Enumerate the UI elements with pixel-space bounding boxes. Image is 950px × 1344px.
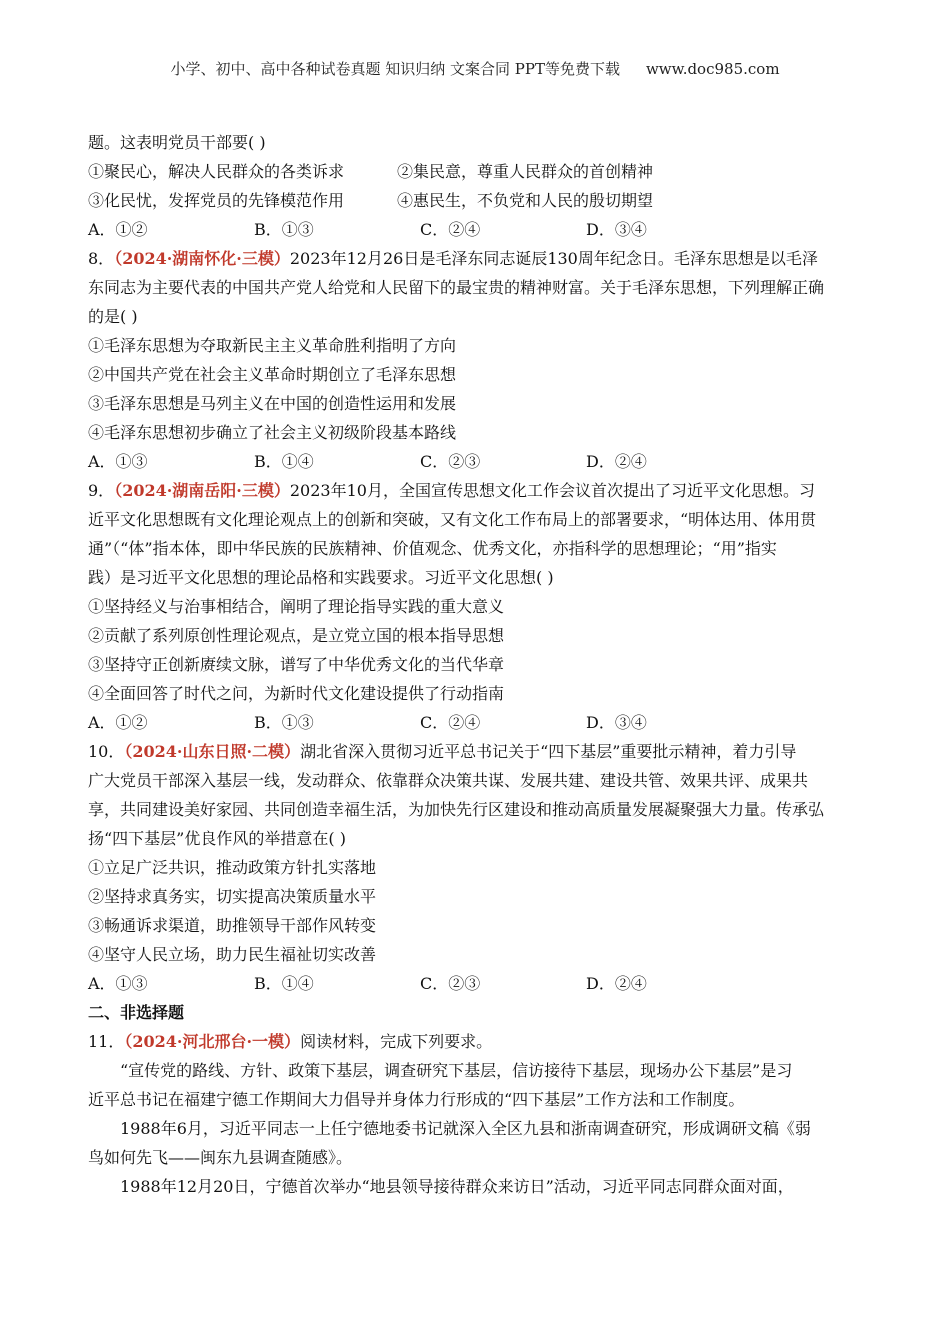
option-row (88, 186, 868, 215)
stem-line: 湖北省深入贯彻习近平总书记关于“四下基层”重要批示精神，着力引导 (300, 742, 797, 761)
material-line: “宣传党的路线、方针、政策下基层，调查研究下基层，信访接待下基层，现场办公下基层”是习 (120, 1061, 793, 1080)
option: ④毛泽东思想初步确立了社会主义初级阶段基本路线 (88, 423, 457, 442)
answer-choices (88, 215, 868, 244)
question-stem (88, 737, 868, 766)
question-number: 11． (88, 1032, 125, 1051)
stem-line: 践）是习近平文化思想的理论品格和实践要求。习近平文化思想( ) (88, 568, 554, 587)
question-number: 9． (88, 481, 115, 500)
option: ②集民意，尊重人民群众的首创精神 (397, 162, 654, 181)
stem-text: 阅读材料，完成下列要求。 (300, 1032, 493, 1051)
stem-line: 扬“四下基层”优良作风的举措意在( ) (88, 829, 346, 848)
question-7 (88, 128, 868, 244)
question-10 (88, 737, 868, 998)
question-number: 8． (88, 249, 115, 268)
stem-line: 广大党员干部深入基层一线，发动群众、依靠群众决策共谋、发展共建、建设共管、效果共评、成果共 (88, 771, 809, 790)
option: ④全面回答了时代之问，为新时代文化建设提供了行动指南 (88, 684, 505, 703)
material-line: 鸟如何先飞——闽东九县调查随感》。 (88, 1148, 353, 1167)
choice-d: D．②④ (586, 452, 647, 471)
source-tag: （2024·湖南岳阳·三模） (114, 481, 290, 500)
question-stem (88, 476, 868, 505)
choice-b: B．①③ (254, 220, 314, 239)
option: ①坚持经义与治事相结合，阐明了理论指导实践的重大意义 (88, 597, 505, 616)
question-8 (88, 244, 868, 476)
choice-b: B．①③ (254, 713, 314, 732)
option: ②坚持求真务实，切实提高决策质量水平 (88, 887, 377, 906)
choice-b: B．①④ (254, 974, 314, 993)
choice-d: D．③④ (586, 713, 647, 732)
stem-line: 的是( ) (88, 307, 138, 326)
question-9 (88, 476, 868, 737)
stem-line: 享，共同建设美好家园、共同创造幸福生活，为加快先行区建设和推动高质量发展凝聚强大力量。传承弘 (88, 800, 825, 819)
source-tag: （2024·山东日照·二模） (124, 742, 301, 761)
choice-a: A．①② (88, 713, 148, 732)
answer-choices (88, 447, 868, 476)
stem-line: 通”（“体”指本体，即中华民族的民族精神、价值观念、优秀文化，亦指科学的思想理论；“用”指实 (88, 539, 777, 558)
material-line: 1988年12月20日，宁德首次举办“地县领导接待群众来访日”活动，习近平同志同群众面对面， (120, 1177, 794, 1196)
stem-line: 东同志为主要代表的中国共产党人给党和人民留下的最宝贵的精神财富。关于毛泽东思想，下列理解正确 (88, 278, 825, 297)
page-header (0, 58, 950, 79)
option: ②贡献了系列原创性理论观点，是立党立国的根本指导思想 (88, 626, 505, 645)
question-11 (88, 1027, 868, 1201)
choice-c: C．②④ (420, 220, 481, 239)
material-line: 1988年6月，习近平同志一上任宁德地委书记就深入全区九县和浙南调查研究，形成调研文稿《弱 (120, 1119, 811, 1138)
answer-choices (88, 969, 868, 998)
choice-a: A．①③ (88, 974, 148, 993)
material-line: 近平总书记在福建宁德工作期间大力倡导并身体力行形成的“四下基层”工作方法和工作制度。 (88, 1090, 745, 1109)
stem-line: 近平文化思想既有文化理论观点上的创新和突破，又有文化工作布局上的部署要求，“明体达用、体用贯 (88, 510, 817, 529)
choice-b: B．①④ (254, 452, 314, 471)
option: ③坚持守正创新赓续文脉，谱写了中华优秀文化的当代华章 (88, 655, 505, 674)
choice-d: D．③④ (586, 220, 647, 239)
question-number: 10． (88, 742, 125, 761)
stem-line: 2023年12月26日是毛泽东同志诞辰130周年纪念日。毛泽东思想是以毛泽 (289, 249, 818, 268)
choice-d: D．②④ (586, 974, 647, 993)
choice-c: C．②④ (420, 713, 481, 732)
choice-a: A．①③ (88, 452, 148, 471)
question-stem (88, 1027, 868, 1056)
choice-c: C．②③ (420, 452, 481, 471)
source-tag: （2024·湖南怀化·三模） (114, 249, 290, 268)
option: ③毛泽东思想是马列主义在中国的创造性运用和发展 (88, 394, 457, 413)
header-url[interactable]: www.doc985.com (645, 60, 780, 78)
option: ①立足广泛共识，推动政策方针扎实落地 (88, 858, 377, 877)
option-row (88, 157, 868, 186)
question-stem (88, 244, 868, 273)
header-text: 小学、初中、高中各种试卷真题 知识归纳 文案合同 PPT等免费下载 (170, 60, 620, 78)
section-title: 二、非选择题 (88, 1003, 185, 1022)
question-stem: 题。这表明党员干部要( ) (88, 133, 266, 152)
option: ④惠民生，不负党和人民的殷切期望 (397, 191, 654, 210)
option: ③化民忧，发挥党员的先锋模范作用 (88, 191, 345, 210)
source-tag: （2024·河北邢台·一模） (124, 1032, 301, 1051)
option: ④坚守人民立场，助力民生福祉切实改善 (88, 945, 377, 964)
option: ①毛泽东思想为夺取新民主主义革命胜利指明了方向 (88, 336, 457, 355)
document-body (88, 128, 868, 1201)
option: ②中国共产党在社会主义革命时期创立了毛泽东思想 (88, 365, 457, 384)
stem-line: 2023年10月，全国宣传思想文化工作会议首次提出了习近平文化思想。习 (289, 481, 815, 500)
choice-a: A．①② (88, 220, 148, 239)
answer-choices (88, 708, 868, 737)
option: ③畅通诉求渠道，助推领导干部作风转变 (88, 916, 377, 935)
choice-c: C．②③ (420, 974, 481, 993)
option: ①聚民心，解决人民群众的各类诉求 (88, 162, 345, 181)
